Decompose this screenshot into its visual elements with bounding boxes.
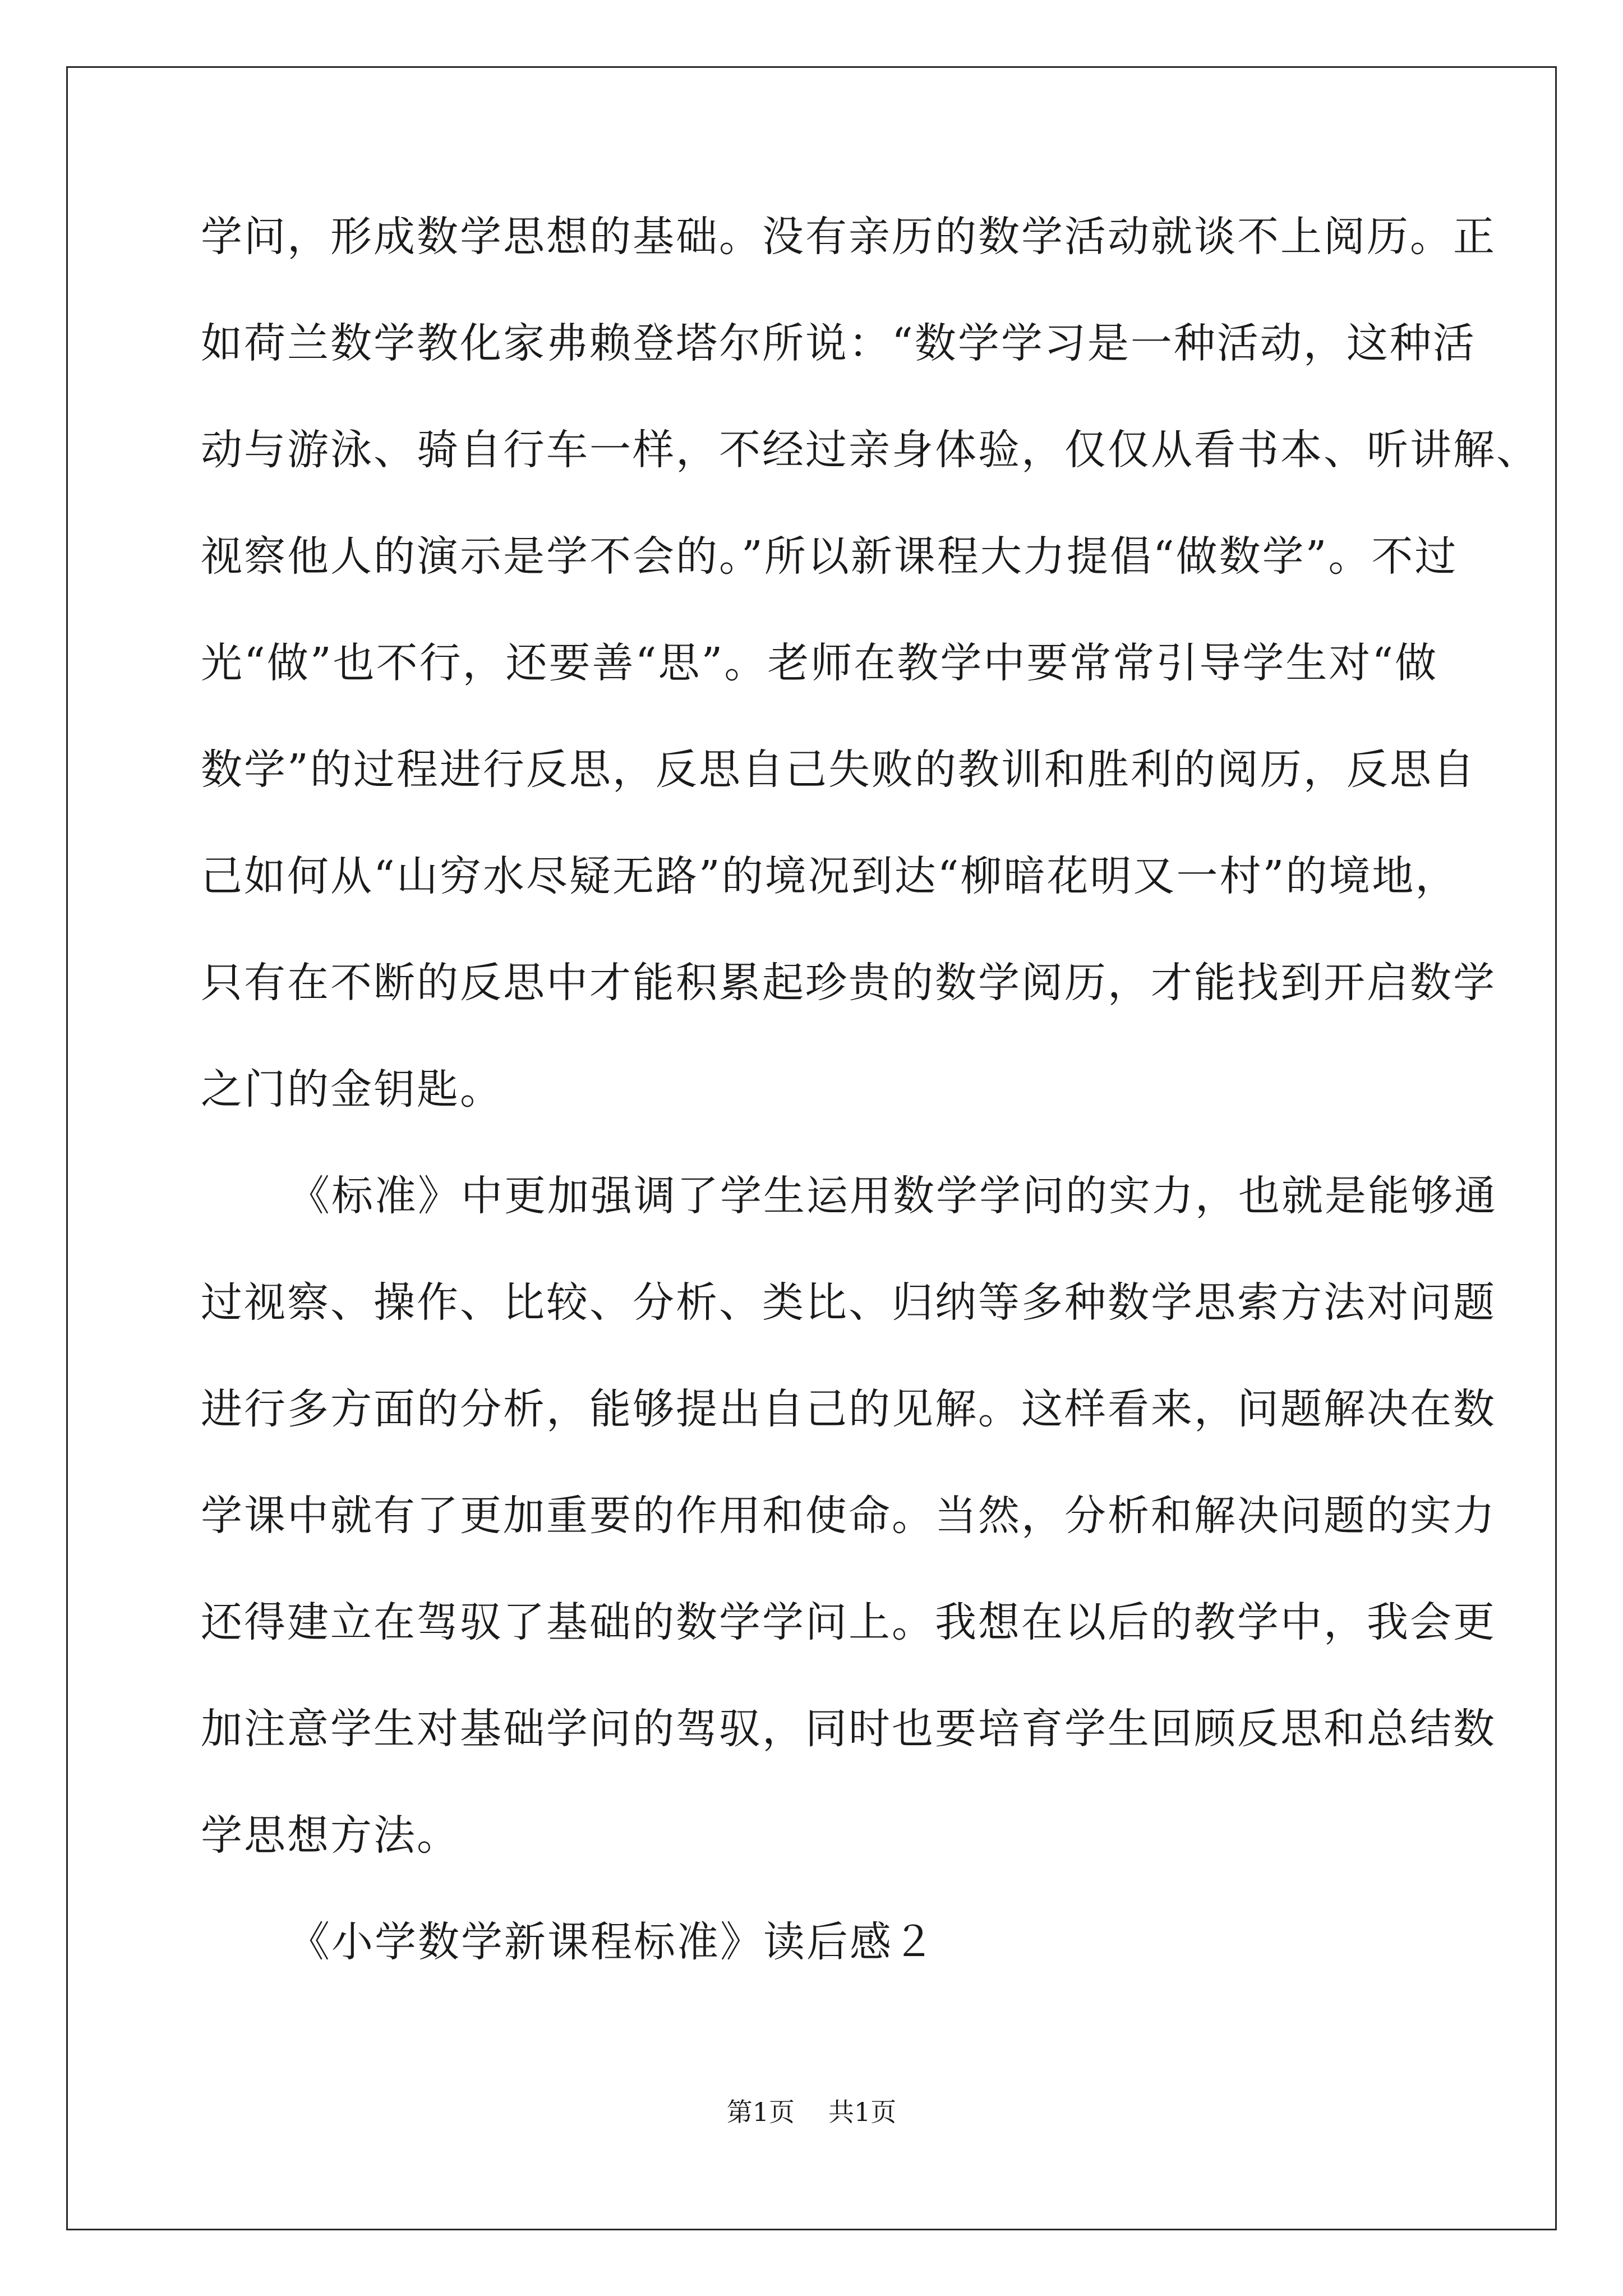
body-line: 学问，形成数学思想的基础。没有亲历的数学活动就谈不上阅历。正 bbox=[201, 213, 1496, 261]
body-line: 光“做”也不行，还要善“思”。老师在教学中要常常引导学生对“做 bbox=[201, 639, 1438, 687]
page-border bbox=[66, 66, 1557, 2230]
page-total: 共1页 bbox=[828, 2097, 897, 2127]
body-line: 之门的金钥匙。 bbox=[201, 1065, 503, 1114]
body-line: 学课中就有了更加重要的作用和使命。当然，分析和解决问题的实力 bbox=[201, 1492, 1496, 1540]
page-footer bbox=[0, 2099, 1623, 2125]
body-line: 只有在不断的反思中才能积累起珍贵的数学阅历，才能找到开启数学 bbox=[201, 959, 1496, 1007]
body-line: 如荷兰数学教化家弗赖登塔尔所说：“数学学习是一种活动，这种活 bbox=[201, 319, 1476, 367]
body-line: 过视察、操作、比较、分析、类比、归纳等多种数学思索方法对问题 bbox=[201, 1278, 1496, 1327]
body-line: 动与游泳、骑自行车一样，不经过亲身体验，仅仅从看书本、听讲解、 bbox=[201, 426, 1539, 474]
paragraph-first-line: 《标准》中更加强调了学生运用数学学问的实力，也就是能够通 bbox=[288, 1172, 1497, 1220]
body-line: 视察他人的演示是学不会的。”所以新课程大力提倡“做数学”。不过 bbox=[201, 532, 1458, 581]
body-line: 己如何从“山穷水尽疑无路”的境况到达“柳暗花明又一村”的境地， bbox=[201, 852, 1459, 900]
page-number: 第1页 bbox=[726, 2097, 795, 2127]
body-line: 学思想方法。 bbox=[201, 1811, 460, 1860]
section-heading: 《小学数学新课程标准》读后感２ bbox=[288, 1918, 936, 1966]
body-line: 进行多方面的分析，能够提出自己的见解。这样看来，问题解决在数 bbox=[201, 1385, 1496, 1433]
body-line: 还得建立在驾驭了基础的数学学问上。我想在以后的教学中，我会更 bbox=[201, 1598, 1496, 1646]
body-line: 加注意学生对基础学问的驾驭，同时也要培育学生回顾反思和总结数 bbox=[201, 1705, 1496, 1753]
body-line: 数学”的过程进行反思，反思自己失败的教训和胜利的阅历，反思自 bbox=[201, 746, 1476, 794]
